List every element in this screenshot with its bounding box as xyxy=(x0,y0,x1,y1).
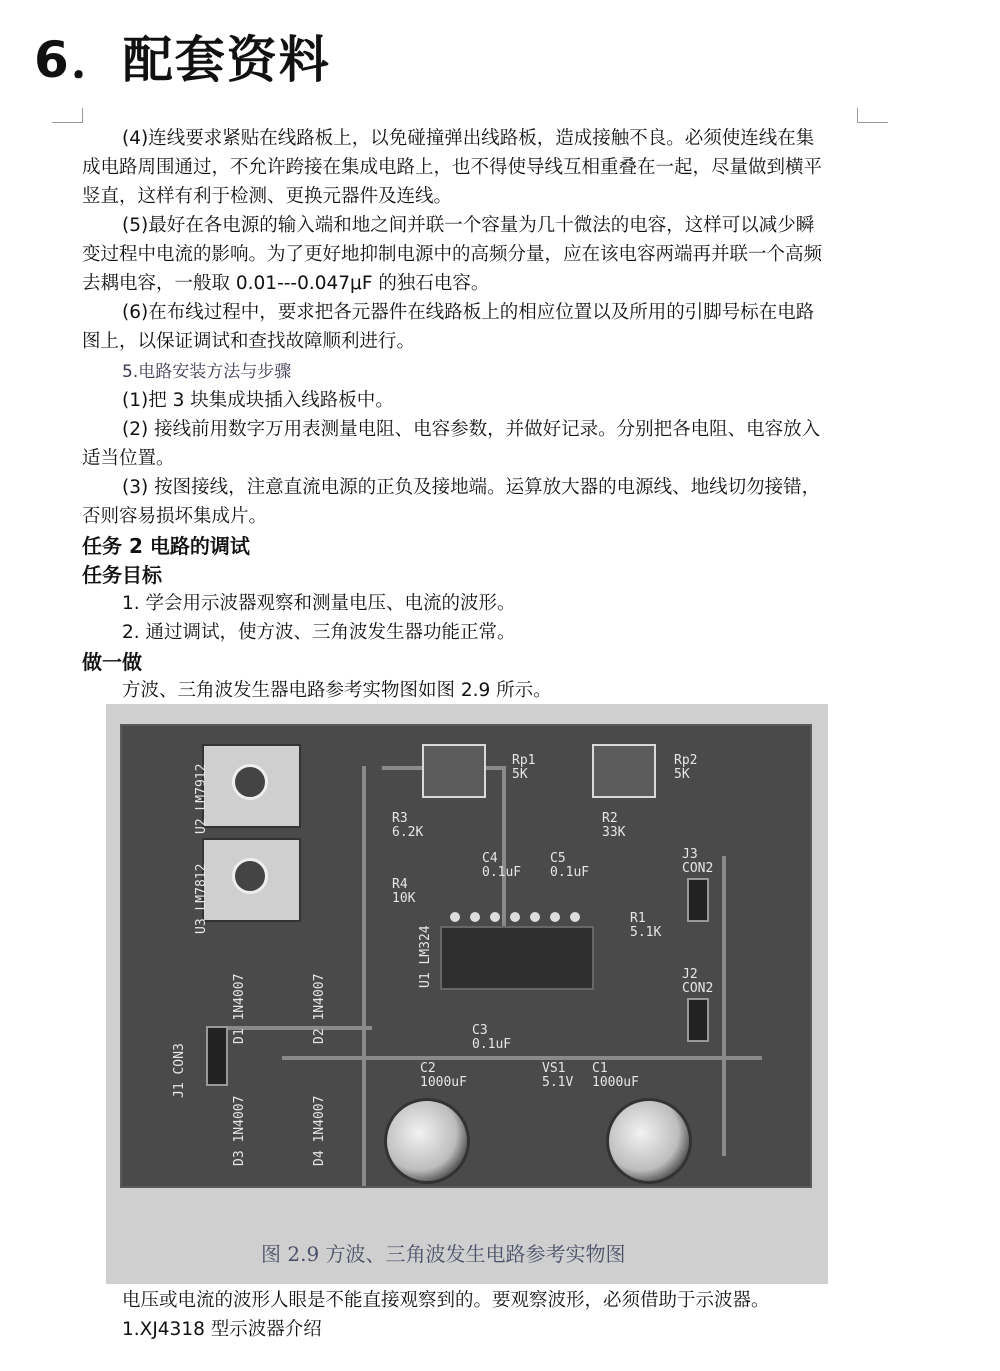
paragraph-line: (1)把 3 块集成块插入线路板中。 xyxy=(122,390,394,411)
label-c1: C1 1000uF xyxy=(592,1061,639,1090)
label-r4: R4 10K xyxy=(392,877,416,906)
label-c4: C4 0.1uF xyxy=(482,851,522,880)
capacitor-c2 xyxy=(384,1098,470,1184)
label-d3: D3 1N4007 xyxy=(232,1095,247,1166)
figure-caption: 图 2.9 方波、三角波发生电路参考实物图 xyxy=(261,1242,626,1266)
pcb-board xyxy=(120,724,812,1188)
paragraph-line: 图上，以保证调试和查找故障顺利进行。 xyxy=(82,331,416,352)
connector-j2 xyxy=(687,998,709,1042)
paragraph-line: (3) 按图接线，注意直流电源的正负及接地端。运算放大器的电源线、地线切勿接错， xyxy=(122,477,821,498)
paragraph-line: 否则容易损坏集成片。 xyxy=(82,506,268,527)
label-u1: U1 LM324 xyxy=(418,925,433,988)
potentiometer-rp2 xyxy=(592,744,656,798)
paragraph-line: (2) 接线前用数字万用表测量电阻、电容参数，并做好记录。分别把各电阻、电容放入 xyxy=(122,419,821,440)
section-heading: 5.电路安装方法与步骤 xyxy=(122,362,292,382)
paragraph-line: 去耦电容，一般取 0.01---0.047μF 的独石电容。 xyxy=(82,273,490,294)
mount-hole xyxy=(232,764,268,800)
page-title: 6．配套资料 xyxy=(34,31,331,89)
connector-j3 xyxy=(687,878,709,922)
paragraph-line: 适当位置。 xyxy=(82,448,175,469)
paragraph-line: (4)连线要求紧贴在线路板上，以免碰撞弹出线路板，造成接触不良。必须使连线在集 xyxy=(122,128,815,149)
label-r2: R2 33K xyxy=(602,811,626,840)
label-r3: R3 6.2K xyxy=(392,811,424,840)
label-u3: U3 LM7812 xyxy=(194,863,209,934)
page-margin-mark xyxy=(52,108,83,123)
mount-hole xyxy=(232,858,268,894)
goal-item: 2. 通过调试，使方波、三角波发生器功能正常。 xyxy=(122,622,516,643)
paragraph-line: (5)最好在各电源的输入端和地之间并联一个容量为几十微法的电容，这样可以减少瞬 xyxy=(122,215,815,236)
circuit-board-photo xyxy=(106,704,828,1284)
label-c2: C2 1000uF xyxy=(420,1061,467,1090)
paragraph-line: (6)在布线过程中，要求把各元器件在线路板上的相应位置以及所用的引脚号标在电路 xyxy=(122,302,815,323)
label-c5: C5 0.1uF xyxy=(550,851,590,880)
subsection-heading: 1.XJ4318 型示波器介绍 xyxy=(122,1319,322,1340)
task-goal-heading: 任务目标 xyxy=(82,563,162,587)
label-d1: D1 1N4007 xyxy=(232,973,247,1044)
label-vs1: VS1 5.1V xyxy=(542,1061,574,1090)
potentiometer-rp1 xyxy=(422,744,486,798)
paragraph-line: 成电路周围通过，不允许跨接在集成电路上，也不得使导线互相重叠在一起，尽量做到横平 xyxy=(82,157,823,178)
figure-intro: 方波、三角波发生器电路参考实物图如图 2.9 所示。 xyxy=(122,680,552,701)
task-heading: 任务 2 电路的调试 xyxy=(82,534,250,558)
label-r1: R1 5.1K xyxy=(630,911,662,940)
paragraph-line: 变过程中电流的影响。为了更好地抑制电源中的高频分量，应在该电容两端再并联一个高频 xyxy=(82,244,823,265)
label-j2: J2 CON2 xyxy=(682,967,714,996)
label-d4: D4 1N4007 xyxy=(312,1095,327,1166)
label-rp2: Rp2 5K xyxy=(674,753,698,782)
paragraph-line: 电压或电流的波形人眼是不能直接观察到的。要观察波形，必须借助于示波器。 xyxy=(122,1290,770,1311)
label-c3: C3 0.1uF xyxy=(472,1023,512,1052)
goal-item: 1. 学会用示波器观察和测量电压、电流的波形。 xyxy=(122,593,516,614)
connector-j1 xyxy=(206,1026,228,1086)
label-u2: U2 LM7912 xyxy=(194,763,209,834)
ic-u1 xyxy=(440,926,594,990)
label-d2: D2 1N4007 xyxy=(312,973,327,1044)
paragraph-line: 竖直，这样有利于检测、更换元器件及连线。 xyxy=(82,186,453,207)
do-heading: 做一做 xyxy=(82,650,142,674)
capacitor-c1 xyxy=(606,1098,692,1184)
label-j1: J1 CON3 xyxy=(172,1043,187,1098)
label-rp1: Rp1 5K xyxy=(512,753,536,782)
page-margin-mark xyxy=(857,108,888,123)
label-j3: J3 CON2 xyxy=(682,847,714,876)
